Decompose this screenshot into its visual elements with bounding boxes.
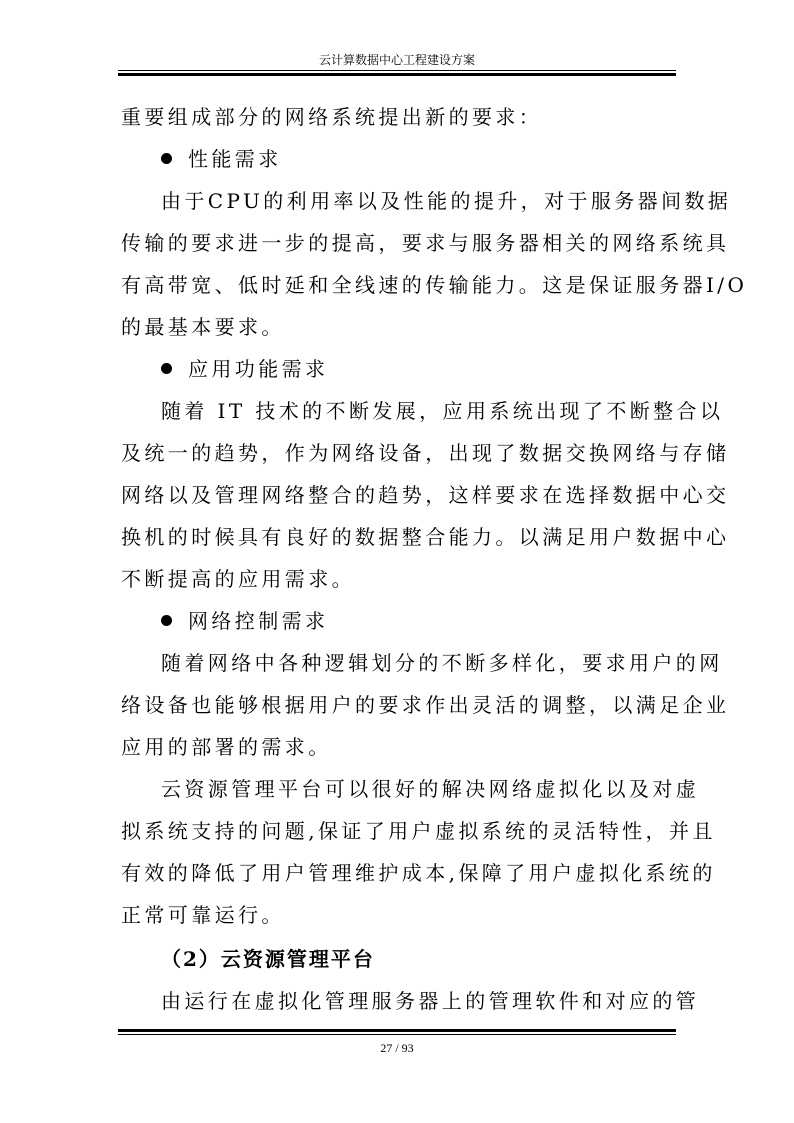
paragraph-line: 传输的要求进一步的提高，要求与服务器相关的网络系统具 bbox=[121, 231, 730, 255]
paragraph-line: 的最基本要求。 bbox=[121, 315, 285, 339]
paragraph-line: 应用的部署的需求。 bbox=[121, 735, 332, 759]
paragraph-line: 重要组成部分的网络系统提出新的要求： bbox=[121, 105, 543, 129]
paragraph-line: 及统一的趋势，作为网络设备，出现了数据交换网络与存储 bbox=[121, 441, 730, 465]
paragraph-line: 网络以及管理网络整合的趋势，这样要求在选择数据中心交 bbox=[121, 483, 730, 507]
header-title: 云计算数据中心工程建设方案 bbox=[318, 53, 475, 67]
header-rule-thick bbox=[118, 73, 676, 76]
bullet-item-application bbox=[161, 356, 328, 382]
bullet-label: 应用功能需求 bbox=[188, 357, 329, 381]
paragraph-line: 随着网络中各种逻辑划分的不断多样化，要求用户的网 bbox=[161, 651, 723, 675]
paragraph-line: 络设备也能够根据用户的要求作出灵活的调整，以满足企业 bbox=[121, 693, 730, 717]
paragraph-line: 不断提高的应用需求。 bbox=[121, 567, 355, 591]
paragraph-line: 拟系统支持的问题,保证了用户虚拟系统的灵活特性，并且 bbox=[121, 819, 716, 843]
footer-rule-thick bbox=[118, 1029, 676, 1032]
paragraph-line: 由运行在虚拟化管理服务器上的管理软件和对应的管 bbox=[161, 989, 700, 1013]
page-number: 27 / 93 bbox=[380, 1041, 414, 1055]
paragraph-line: 云资源管理平台可以很好的解决网络虚拟化以及对虚 bbox=[161, 777, 700, 801]
section-heading: （2）云资源管理平台 bbox=[161, 947, 375, 971]
bullet-item-performance bbox=[161, 146, 282, 172]
bullet-dot-icon bbox=[161, 153, 172, 164]
paragraph-line: 由于CPU的利用率以及性能的提升，对于服务器间数据 bbox=[161, 189, 732, 213]
paragraph-line: 有高带宽、低时延和全线速的传输能力。这是保证服务器I/O bbox=[121, 273, 748, 297]
paragraph-line: 有效的降低了用户管理维护成本,保障了用户虚拟化系统的 bbox=[121, 861, 716, 885]
bullet-label: 性能需求 bbox=[188, 147, 282, 171]
bullet-item-network-control bbox=[161, 608, 328, 634]
paragraph-line: 正常可靠运行。 bbox=[121, 903, 285, 927]
paragraph-line: 换机的时候具有良好的数据整合能力。以满足用户数据中心 bbox=[121, 525, 730, 549]
paragraph-line: 随着 IT 技术的不断发展，应用系统出现了不断整合以 bbox=[161, 399, 724, 423]
bullet-label: 网络控制需求 bbox=[188, 609, 329, 633]
footer-rule-thin bbox=[118, 1034, 676, 1035]
header-rule-thin bbox=[118, 70, 676, 71]
bullet-dot-icon bbox=[161, 363, 172, 374]
bullet-dot-icon bbox=[161, 615, 172, 626]
